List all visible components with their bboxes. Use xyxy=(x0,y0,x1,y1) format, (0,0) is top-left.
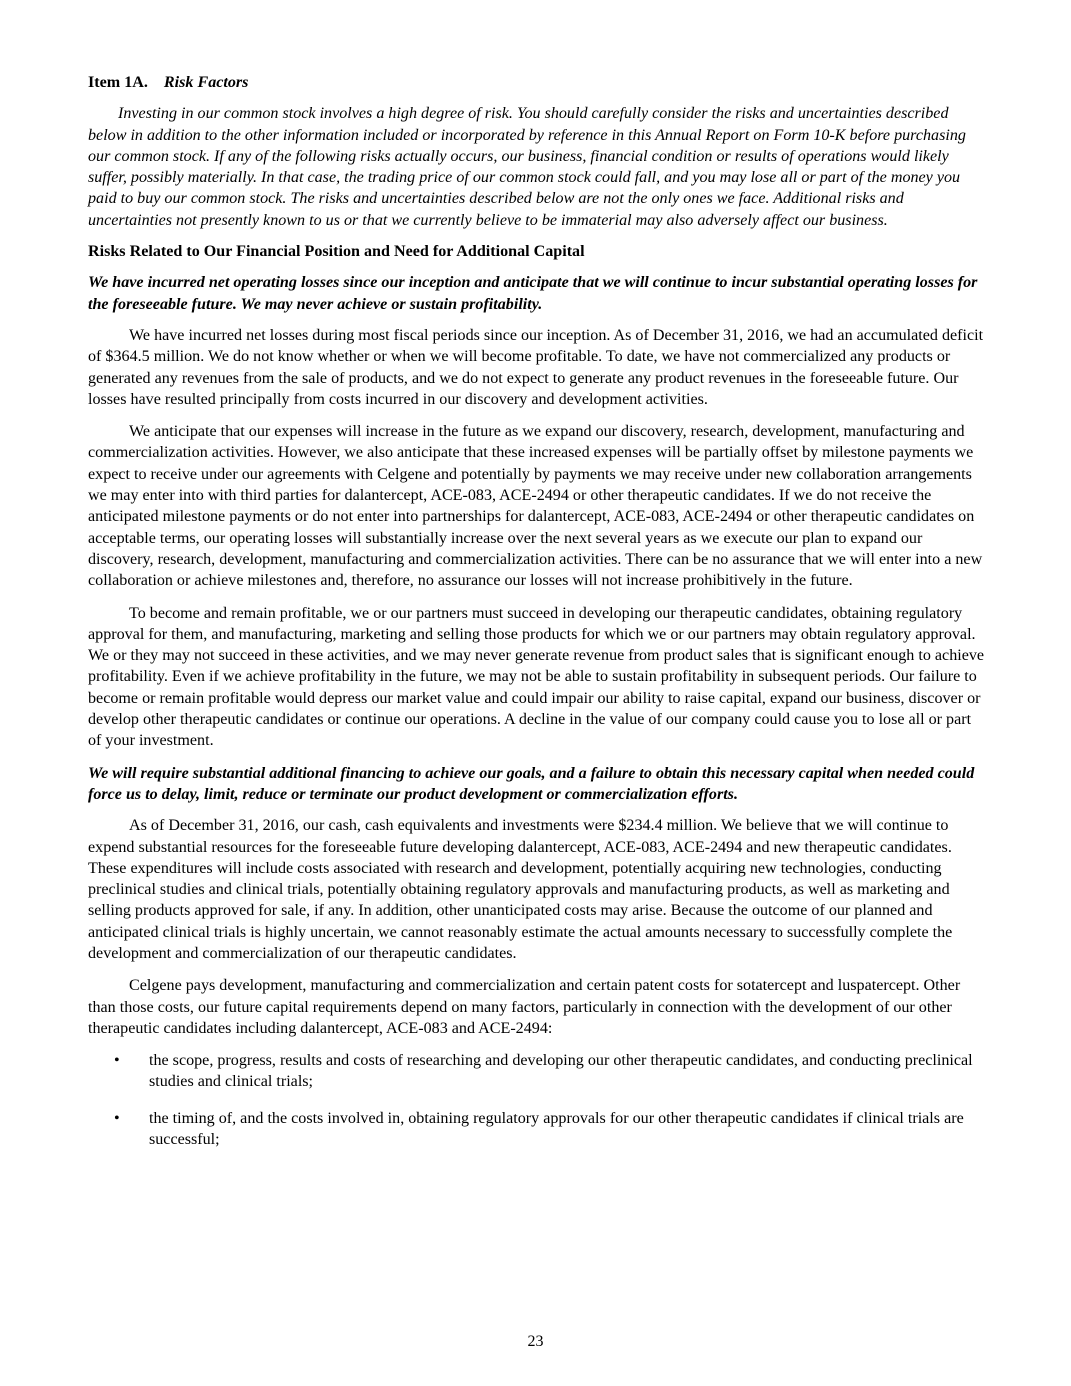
bullet-icon: • xyxy=(114,1052,120,1070)
capital-factors-list xyxy=(88,1050,988,1150)
body-paragraph: As of December 31, 2016, our cash, cash equivalents and investments were $234.4 million. We believe that we will continue to expend substantial resources for the foreseeable future developing dalantercept, ACE-083, ACE-2494 and new therapeutic candidates. These expenditures will include costs associated with research and development, potentially acquiring new technologies, conducting preclinical studies and clinical trials, potentially obtaining regulatory approvals and manufacturing products, as well as marketing and selling products approved for sale, if any. In addition, other unanticipated costs may arise. Because the outcome of our planned and anticipated clinical trials is highly uncertain, we cannot reasonably estimate the actual amounts necessary to successfully complete the development and commercialization of our therapeutic candidates. xyxy=(88,817,953,962)
list-item xyxy=(88,1050,988,1093)
risk-heading-net-losses: We have incurred net operating losses since our inception and anticipate that we will continue to incur substantial operating losses for the foreseeable future. We may never achieve or sustain profitability. xyxy=(88,274,978,313)
item-number: Item 1A. xyxy=(88,74,148,91)
risk-heading-additional-financing: We will require substantial additional financing to achieve our goals, and a failure to obtain this necessary capital when needed could force us to delay, limit, reduce or terminate our product development or commercialization efforts. xyxy=(88,764,975,803)
list-item-text: the scope, progress, results and costs of researching and developing our other therapeutic candidates, and conducting preclinical studies and clinical trials; xyxy=(149,1052,973,1091)
body-paragraph: We anticipate that our expenses will increase in the future as we expand our discovery, research, development, manufacturing and commercialization activities. However, we also anticipate that these increased expenses will be partially offset by milestone payments we expect to receive under our agreements with Celgene and potentially by payments we may receive under new collaboration arrangements we may enter into with third parties for dalantercept, ACE-083, ACE-2494 or other therapeutic candidates. If we do not receive the anticipated milestone payments or do not enter into partnerships for dalantercept, ACE-083, ACE-2494 or other therapeutic candidates on acceptable terms, our operating losses will substantially increase over the next several years as we execute our plan to expand our discovery, research, development, manufacturing and commercialization activities. There can be no assurance that we will enter into a new collaboration or achieve milestones and, therefore, no assurance our losses will not increase prohibitively in the future. xyxy=(88,423,983,590)
document-page xyxy=(88,72,988,1165)
item-title: Risk Factors xyxy=(163,74,249,91)
bullet-icon: • xyxy=(114,1109,120,1127)
page-number: 23 xyxy=(527,1333,544,1350)
intro-paragraph: Investing in our common stock involves a high degree of risk. You should carefully consider the risks and uncertainties described below in addition to the other information included or incorporated by reference in this Annual Report on Form 10-K before purchasing our common stock. If any of the following risks actually occurs, our business, financial condition or results of operations would likely suffer, possibly materially. In that case, the trading price of our common stock could fall, and you may lose all or part of the money you paid to buy our common stock. The risks and uncertainties described below are not the only ones we face. Additional risks and uncertainties not presently known to us or that we currently believe to be immaterial may also adversely affect our business. xyxy=(88,105,966,229)
body-paragraph: Celgene pays development, manufacturing and commercialization and certain patent costs for sotatercept and luspatercept. Other than those costs, our future capital requirements depend on many factors, particularly in connection with the development of our other therapeutic candidates including dalantercept, ACE-083 and ACE-2494: xyxy=(88,977,961,1037)
body-paragraph: We have incurred net losses during most fiscal periods since our inception. As of December 31, 2016, we had an accumulated deficit of $364.5 million. We do not know whether or when we will become profitable. To date, we have not commercialized any products or generated any revenues from the sale of products, and we do not expect to generate any product revenues in the foreseeable future. Our losses have resulted principally from costs incurred in our discovery and development activities. xyxy=(88,326,984,408)
section-heading: Risks Related to Our Financial Position and Need for Additional Capital xyxy=(88,243,585,261)
body-paragraph: To become and remain profitable, we or our partners must succeed in developing our therapeutic candidates, obtaining regulatory approval for them, and manufacturing, marketing and selling those products for which we or our partners may obtain regulatory approval. We or they may not succeed in these activities, and we may never generate revenue from product sales that is significant enough to achieve profitability. Even if we achieve profitability in the future, we may not be able to sustain profitability in subsequent periods. Our failure to become or remain profitable would depress our market value and could impair our ability to raise capital, expand our business, discover or develop other therapeutic candidates or continue our operations. A decline in the value of our company could cause you to lose all or part of your investment. xyxy=(88,604,985,750)
list-item-text: the timing of, and the costs involved in, obtaining regulatory approvals for our other therapeutic candidates if clinical trials are successful; xyxy=(149,1109,964,1149)
item-heading xyxy=(88,72,988,93)
list-item xyxy=(88,1108,988,1151)
